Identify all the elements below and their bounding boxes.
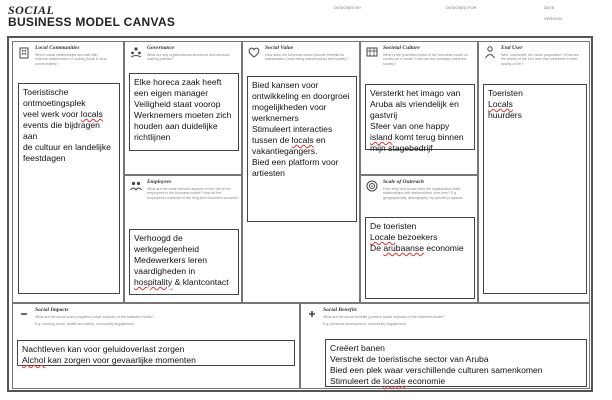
cell-social-benefits bbox=[300, 303, 590, 389]
social-benefits-note[interactable]: Creëert banen Verstrekt de toeristische sector van Aruba Bied een plek waar verschillende culturen samenkomen Stimuleert de locale economie bbox=[325, 339, 587, 387]
social-benefits-example: E.g. personal development, community engagement bbox=[323, 322, 407, 327]
plus-icon bbox=[305, 307, 319, 321]
social-benefits-questions: What are the social benefits (positive social impacts) of the business model? bbox=[323, 315, 445, 319]
building-icon bbox=[17, 45, 31, 59]
end-user-questions: Who 'consumes' the value proposition? What are the needs of the end user that contribute to their quality of life? bbox=[501, 53, 579, 66]
social-impacts-questions: What are the social costs (negative social impacts) of the business model? bbox=[35, 315, 154, 319]
date-label: DATE bbox=[544, 5, 555, 10]
societal-culture-note[interactable]: Versterkt het imago van Aruba als vriendelijk en gastvrij Sfeer van one happy island komt terug binnen mijn stagebedrijf bbox=[365, 84, 475, 150]
title-line1: SOCIAL bbox=[8, 3, 55, 17]
employees-title: Employees bbox=[147, 179, 172, 185]
social-benefits-title: Social Benefits bbox=[323, 307, 358, 313]
social-value-questions: How does the business model provide benefits for stakeholders (both being stakeholders) and society? bbox=[265, 53, 349, 62]
social-impacts-note[interactable]: Nachtleven kan voor geluidoverlast zorgen Alchol kan zorgen voor gevaarlijke momenten bbox=[17, 340, 295, 366]
people-group-icon bbox=[129, 45, 143, 59]
culture-icon bbox=[365, 45, 379, 59]
employees-questions: What are the most relevant aspects of the role of the employees in the business model? How do the employees contribute to the long-term business success? bbox=[147, 187, 239, 200]
business-model-canvas bbox=[7, 36, 593, 392]
scale-of-outreach-title: Scale of Outreach bbox=[383, 179, 424, 185]
cell-scale-of-outreach bbox=[360, 175, 478, 303]
designed-for-label: DESIGNED FOR bbox=[446, 5, 477, 10]
governance-questions: What are key organizational structures and decision-making policies? bbox=[147, 53, 231, 62]
cell-employees bbox=[124, 175, 242, 303]
local-communities-title: Local Communities bbox=[35, 45, 80, 51]
societal-culture-questions: What is the potential impact of the business model on society as a whole? How can the company influence society? bbox=[383, 53, 469, 66]
canvas-header bbox=[8, 4, 175, 29]
social-value-title: Social Value bbox=[265, 45, 294, 51]
cell-governance bbox=[124, 41, 242, 175]
governance-note[interactable]: Elke horeca zaak heeft een eigen manager Veiligheid staat voorop Werknemers moeten zich houden aan duidelijke richtlijnen bbox=[129, 73, 239, 151]
person-icon bbox=[483, 45, 497, 59]
end-user-title: End User bbox=[501, 45, 523, 51]
cell-social-value bbox=[242, 41, 360, 303]
governance-title: Governance bbox=[147, 45, 175, 51]
local-communities-note[interactable]: Toeristische ontmoetingsplek veel werk voor locals events die bijdragen aan de cultuur en landelijke feestdagen bbox=[18, 83, 120, 294]
end-user-note[interactable]: Toeristen Locals huurders bbox=[483, 84, 587, 294]
employees-note[interactable]: Verhoogd de werkgelegenheid Medewerkers leren vaardigheden in hospitality & klantcontact bbox=[129, 229, 239, 295]
employees-icon bbox=[129, 179, 143, 193]
scale-of-outreach-note[interactable]: De toeristen Locale bezoekers De arubaanse economie bbox=[365, 217, 475, 299]
societal-culture-title: Societal Culture bbox=[383, 45, 420, 51]
heart-icon bbox=[247, 45, 261, 59]
social-value-note[interactable]: Bied kansen voor ontwikkeling en doorgroei mogelijkheden voor werknemers Stimuleert interacties tussen de locals en vakantiegangers. Bied een platform voor artiesten bbox=[247, 76, 357, 222]
version-label: VERSION bbox=[544, 16, 563, 21]
title-line2: BUSINESS MODEL CANVAS bbox=[8, 15, 176, 29]
cell-local-communities bbox=[12, 41, 124, 303]
cell-end-user bbox=[478, 41, 590, 303]
scale-of-outreach-questions: How deep and broad does the organization build relationships with stakeholders over time? E.g. geographically, demography, by specific programs bbox=[383, 187, 463, 200]
cell-social-impacts bbox=[12, 303, 300, 389]
minus-icon bbox=[17, 307, 31, 321]
local-communities-questions: Which social relationships are built with external stakeholders in society (local & local communities)? bbox=[35, 53, 107, 66]
social-impacts-title: Social Impacts bbox=[35, 307, 69, 313]
social-impacts-example: E.g. working hours, health and safety, community engagement bbox=[35, 322, 135, 327]
designed-by-label: DESIGNED BY bbox=[334, 5, 362, 10]
reach-icon bbox=[365, 179, 379, 193]
cell-societal-culture bbox=[360, 41, 478, 175]
